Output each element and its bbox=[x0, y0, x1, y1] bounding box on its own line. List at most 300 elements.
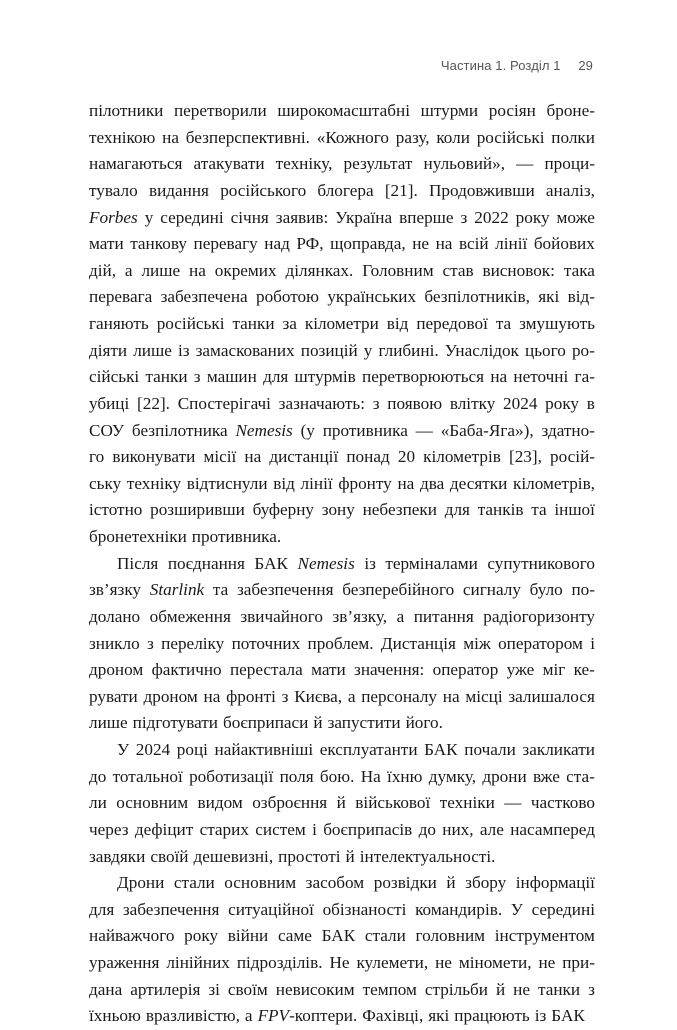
text-line bbox=[89, 631, 595, 658]
word bbox=[374, 870, 437, 897]
word bbox=[150, 497, 245, 524]
word-text: іншої bbox=[554, 500, 595, 520]
word bbox=[557, 205, 595, 232]
word-text: темпом bbox=[362, 979, 417, 999]
word-text: значення: bbox=[354, 660, 425, 680]
word bbox=[89, 391, 129, 418]
word bbox=[174, 870, 215, 897]
word bbox=[276, 977, 355, 1004]
word bbox=[532, 897, 595, 924]
word-text: по- bbox=[571, 580, 595, 600]
word-text: і bbox=[312, 819, 317, 839]
word-text: залишалося bbox=[508, 686, 595, 706]
word-text: «Баба-Яга»), bbox=[440, 420, 534, 440]
word-text: перетворили bbox=[173, 101, 267, 120]
word-text: фактично bbox=[151, 660, 222, 680]
word-text: росій- bbox=[550, 447, 595, 467]
word bbox=[575, 364, 595, 391]
word-text: — bbox=[516, 154, 534, 174]
word bbox=[420, 471, 444, 498]
word-text: передової bbox=[416, 314, 488, 333]
word-text: думку, bbox=[428, 766, 477, 786]
word bbox=[385, 178, 418, 205]
word bbox=[516, 205, 550, 232]
word-text: стали bbox=[173, 873, 215, 893]
word bbox=[544, 151, 595, 178]
word-text: дистанції bbox=[269, 447, 339, 467]
word-text: війни bbox=[227, 926, 269, 946]
word-text: відтиснули bbox=[186, 473, 268, 493]
word bbox=[226, 684, 276, 711]
word-text: го bbox=[89, 447, 105, 467]
word bbox=[89, 577, 141, 604]
word bbox=[112, 444, 195, 471]
word-text: поля bbox=[279, 766, 314, 786]
word-text: експлуатанти bbox=[319, 740, 418, 759]
word-text: боєприпасів bbox=[323, 819, 413, 839]
word-text: оператор bbox=[432, 660, 499, 680]
word bbox=[279, 391, 365, 418]
word-text: частково bbox=[530, 793, 595, 813]
word bbox=[440, 790, 495, 817]
word-text: роботизації bbox=[189, 766, 274, 786]
word-text: (у bbox=[300, 420, 315, 440]
word-suffix: -коптери. bbox=[289, 1006, 358, 1026]
word-text: фронті bbox=[226, 686, 276, 706]
text-line bbox=[89, 551, 595, 578]
word-text: зазначають: bbox=[278, 393, 366, 413]
word-text: запустити bbox=[327, 713, 401, 733]
word-text: та bbox=[212, 580, 229, 600]
word bbox=[89, 631, 140, 658]
word bbox=[550, 444, 595, 471]
word-text: дроном bbox=[143, 686, 198, 706]
word-text: 20 bbox=[397, 447, 416, 467]
text-line bbox=[89, 391, 595, 418]
word-text: броне- bbox=[546, 101, 595, 120]
word bbox=[531, 790, 595, 817]
word bbox=[150, 604, 231, 631]
word-text: із bbox=[364, 553, 376, 573]
word bbox=[531, 497, 546, 524]
word-text: на bbox=[189, 260, 206, 280]
word bbox=[207, 364, 257, 391]
word bbox=[428, 1003, 449, 1030]
word-text: із bbox=[177, 340, 190, 360]
word-text: мати bbox=[311, 660, 346, 680]
word-text: своїй bbox=[150, 846, 189, 866]
word-text: лінійних bbox=[166, 953, 230, 972]
word bbox=[198, 790, 243, 817]
word-text: десятки bbox=[449, 473, 508, 493]
word bbox=[373, 391, 380, 418]
word-text: поєднання bbox=[167, 553, 245, 573]
word bbox=[443, 684, 460, 711]
word-text: тотальної bbox=[112, 766, 183, 786]
word bbox=[441, 418, 534, 445]
word bbox=[329, 950, 349, 977]
word-text: дефіцит bbox=[134, 819, 194, 839]
word bbox=[588, 977, 595, 1004]
word-text: розширивши bbox=[150, 500, 245, 520]
word-text: які bbox=[428, 1006, 450, 1026]
text-line bbox=[89, 205, 595, 232]
word bbox=[461, 205, 468, 232]
word bbox=[89, 710, 128, 737]
word bbox=[89, 950, 159, 977]
word bbox=[194, 844, 274, 871]
word bbox=[507, 657, 535, 684]
word bbox=[301, 471, 333, 498]
word bbox=[360, 844, 496, 871]
word bbox=[89, 284, 152, 311]
word-text: для bbox=[444, 500, 470, 520]
word bbox=[137, 391, 170, 418]
word-text: зі bbox=[208, 979, 220, 999]
word bbox=[145, 364, 187, 391]
word bbox=[301, 418, 315, 445]
text-line bbox=[89, 950, 595, 977]
word bbox=[194, 231, 258, 258]
word bbox=[89, 977, 122, 1004]
word bbox=[489, 98, 536, 125]
word bbox=[89, 471, 121, 498]
word bbox=[286, 258, 354, 285]
word-text: висновок: bbox=[482, 260, 555, 280]
word bbox=[320, 737, 418, 764]
word-text: безпілотника bbox=[131, 420, 228, 440]
word-text: з bbox=[193, 367, 201, 387]
word bbox=[174, 98, 267, 125]
word-text: убиці bbox=[89, 393, 130, 413]
text-line bbox=[89, 790, 595, 817]
word-text: позицій bbox=[300, 340, 358, 360]
word-text: дроном bbox=[89, 660, 144, 680]
word-text: безпілотників, bbox=[424, 287, 530, 307]
word-text: систем bbox=[255, 819, 306, 839]
word-text: невисоким bbox=[275, 979, 355, 999]
word-text: для bbox=[263, 367, 289, 387]
word bbox=[508, 684, 595, 711]
text-line bbox=[89, 737, 595, 764]
word-text: з bbox=[588, 979, 595, 999]
word bbox=[538, 950, 555, 977]
word-text: лише bbox=[89, 713, 128, 733]
word-text: лінії bbox=[495, 234, 528, 254]
italic-term: Forbes bbox=[89, 207, 138, 227]
word bbox=[280, 764, 314, 791]
word bbox=[186, 125, 310, 152]
word bbox=[224, 870, 296, 897]
word-text: почали bbox=[464, 740, 516, 759]
word-text: роботою bbox=[255, 287, 319, 307]
word bbox=[308, 631, 374, 658]
word bbox=[387, 391, 442, 418]
word-text: кулемети, bbox=[356, 953, 429, 972]
word-text: закликати bbox=[522, 740, 595, 759]
word-text: бойових bbox=[533, 234, 595, 254]
word bbox=[429, 764, 476, 791]
word bbox=[538, 977, 580, 1004]
word-text: технікою bbox=[89, 127, 156, 147]
word-text: російські bbox=[476, 127, 545, 147]
word bbox=[282, 311, 296, 338]
word-text: а bbox=[347, 686, 356, 706]
page-number: 29 bbox=[578, 58, 593, 73]
word-text: [22]. bbox=[137, 393, 170, 413]
word bbox=[496, 977, 505, 1004]
word-text: найактивніші bbox=[214, 740, 314, 759]
word-text: Україна bbox=[335, 207, 393, 227]
word-text: своїм bbox=[227, 979, 268, 999]
word-text: 2024 bbox=[135, 740, 171, 759]
word bbox=[513, 977, 530, 1004]
word bbox=[425, 977, 488, 1004]
word bbox=[320, 764, 354, 791]
word bbox=[348, 684, 356, 711]
word bbox=[312, 817, 317, 844]
word-text: техніку, bbox=[275, 154, 333, 174]
word-text: зв’язку, bbox=[332, 606, 388, 626]
word-text: виконувати bbox=[112, 447, 196, 467]
word bbox=[245, 1003, 253, 1030]
text-line bbox=[89, 258, 595, 285]
word bbox=[459, 231, 489, 258]
word bbox=[130, 977, 200, 1004]
word-text: найважчого bbox=[89, 926, 175, 946]
word-text: не bbox=[538, 953, 556, 972]
word bbox=[574, 657, 595, 684]
word-text: буферну bbox=[252, 500, 315, 520]
word bbox=[89, 364, 139, 391]
word bbox=[483, 604, 595, 631]
word bbox=[161, 631, 224, 658]
word bbox=[132, 418, 228, 445]
word-text: році bbox=[176, 740, 208, 759]
word bbox=[204, 684, 221, 711]
word bbox=[587, 391, 595, 418]
word bbox=[562, 950, 595, 977]
word-text: місці bbox=[465, 686, 503, 706]
word-text: діяти bbox=[89, 340, 128, 360]
word bbox=[424, 151, 505, 178]
word bbox=[282, 684, 289, 711]
word bbox=[258, 1003, 358, 1030]
word bbox=[416, 311, 488, 338]
word bbox=[117, 870, 164, 897]
word bbox=[487, 551, 595, 578]
word-text: на bbox=[244, 447, 262, 467]
word-text: тувало bbox=[89, 180, 138, 200]
word bbox=[116, 790, 188, 817]
word-text: старих bbox=[199, 819, 249, 839]
word-text: У bbox=[510, 899, 523, 919]
word-text: нульовий», bbox=[423, 154, 505, 174]
word bbox=[231, 205, 269, 232]
word bbox=[478, 497, 524, 524]
word-text: було bbox=[529, 580, 563, 600]
text-line bbox=[89, 178, 595, 205]
word-text: лише bbox=[133, 340, 172, 360]
word-text: окремих bbox=[214, 260, 277, 280]
word bbox=[385, 551, 477, 578]
word-text: кілометрів, bbox=[513, 473, 595, 493]
word-text: замаскованих bbox=[195, 340, 295, 360]
word bbox=[136, 737, 170, 764]
word-text: терміналами bbox=[385, 553, 478, 573]
word bbox=[178, 338, 190, 365]
word-text: вже bbox=[532, 766, 560, 786]
word-text: танкову bbox=[130, 234, 187, 254]
word-text: БАК bbox=[551, 1006, 585, 1026]
word-text: і bbox=[590, 633, 595, 653]
word bbox=[244, 444, 261, 471]
word bbox=[255, 817, 305, 844]
word bbox=[125, 258, 133, 285]
text-line bbox=[89, 817, 595, 844]
word-text: техніку bbox=[126, 473, 182, 493]
word bbox=[194, 364, 201, 391]
word bbox=[566, 764, 595, 791]
word-text: 2024 bbox=[503, 393, 538, 413]
word bbox=[381, 631, 456, 658]
word bbox=[416, 418, 433, 445]
word bbox=[572, 338, 595, 365]
word-text: з bbox=[147, 633, 154, 653]
word-text: дій, bbox=[89, 260, 117, 280]
word bbox=[215, 258, 277, 285]
word bbox=[398, 444, 415, 471]
word bbox=[361, 764, 381, 791]
word-text: інформації bbox=[515, 873, 595, 893]
word-text: між bbox=[463, 633, 491, 653]
word bbox=[89, 125, 155, 152]
word bbox=[166, 950, 230, 977]
word bbox=[232, 631, 301, 658]
word bbox=[135, 817, 193, 844]
word-text: в bbox=[586, 393, 595, 413]
word bbox=[144, 684, 198, 711]
word bbox=[482, 258, 554, 285]
word bbox=[396, 125, 430, 152]
word bbox=[133, 338, 172, 365]
word-text: пілотники bbox=[89, 101, 164, 120]
word bbox=[429, 178, 535, 205]
word bbox=[89, 657, 143, 684]
word bbox=[297, 551, 354, 578]
text-line bbox=[89, 418, 595, 445]
word-text: вразливістю, bbox=[145, 1006, 240, 1026]
word bbox=[496, 311, 511, 338]
word bbox=[397, 471, 414, 498]
word-text: з bbox=[372, 393, 380, 413]
word-text: штурми bbox=[420, 101, 479, 120]
word bbox=[399, 205, 453, 232]
word bbox=[89, 844, 145, 871]
word-text: понад bbox=[346, 447, 390, 467]
word bbox=[323, 817, 412, 844]
word-text: ураження bbox=[89, 953, 160, 972]
word bbox=[436, 125, 470, 152]
italic-term: Starlink bbox=[149, 580, 205, 600]
word bbox=[522, 737, 595, 764]
word-text: долано bbox=[89, 606, 141, 626]
word-text: ситуаційної bbox=[228, 899, 314, 919]
word-text: танки bbox=[145, 367, 188, 387]
word-text: фронту bbox=[338, 473, 392, 493]
word-text: на bbox=[397, 473, 415, 493]
word bbox=[149, 178, 209, 205]
word bbox=[363, 497, 437, 524]
word-text: підготувати bbox=[132, 713, 219, 733]
word-text: та bbox=[531, 500, 547, 520]
word bbox=[160, 205, 223, 232]
body-text bbox=[89, 98, 595, 1030]
word-text: «Кожного bbox=[316, 127, 389, 147]
word bbox=[194, 151, 265, 178]
word-text: мати bbox=[89, 234, 124, 254]
word bbox=[463, 631, 491, 658]
word bbox=[328, 710, 401, 737]
word bbox=[568, 284, 595, 311]
word-text: року bbox=[545, 393, 580, 413]
word-text: У bbox=[117, 740, 130, 759]
word bbox=[89, 338, 127, 365]
word bbox=[446, 870, 455, 897]
word bbox=[215, 737, 314, 764]
word bbox=[513, 364, 568, 391]
word bbox=[433, 657, 499, 684]
word bbox=[543, 657, 566, 684]
word-text: Не bbox=[329, 953, 350, 972]
word-text: їхню bbox=[387, 766, 423, 786]
word bbox=[364, 338, 373, 365]
word-text: перевагу bbox=[193, 234, 258, 254]
word-text: щоправда, bbox=[330, 234, 406, 254]
word-text: озброєння bbox=[252, 793, 328, 813]
word-text: сійські bbox=[89, 367, 140, 387]
word bbox=[387, 764, 422, 791]
word-text: глибині. bbox=[378, 340, 439, 360]
word bbox=[232, 311, 274, 338]
word bbox=[423, 444, 501, 471]
word-text: — bbox=[415, 420, 433, 440]
word bbox=[363, 977, 417, 1004]
text-line bbox=[89, 471, 595, 498]
word-text: його. bbox=[405, 713, 443, 733]
word-text: танків bbox=[477, 500, 524, 520]
word bbox=[89, 764, 106, 791]
word-text: збору bbox=[465, 873, 507, 893]
word bbox=[503, 391, 537, 418]
word bbox=[89, 258, 116, 285]
word bbox=[89, 817, 129, 844]
word bbox=[482, 764, 526, 791]
word-text: з bbox=[281, 686, 289, 706]
word-text: й bbox=[313, 713, 323, 733]
word bbox=[294, 684, 342, 711]
word-text: перестала bbox=[229, 660, 303, 680]
text-line bbox=[89, 604, 595, 631]
text-line bbox=[89, 311, 595, 338]
word-text: середині bbox=[531, 899, 595, 919]
word-text: на bbox=[203, 686, 221, 706]
word bbox=[276, 151, 333, 178]
word-text: інструментом bbox=[494, 926, 595, 946]
word bbox=[311, 657, 346, 684]
word-text: Дистанція bbox=[380, 633, 456, 653]
word-text: противника. bbox=[191, 527, 282, 546]
